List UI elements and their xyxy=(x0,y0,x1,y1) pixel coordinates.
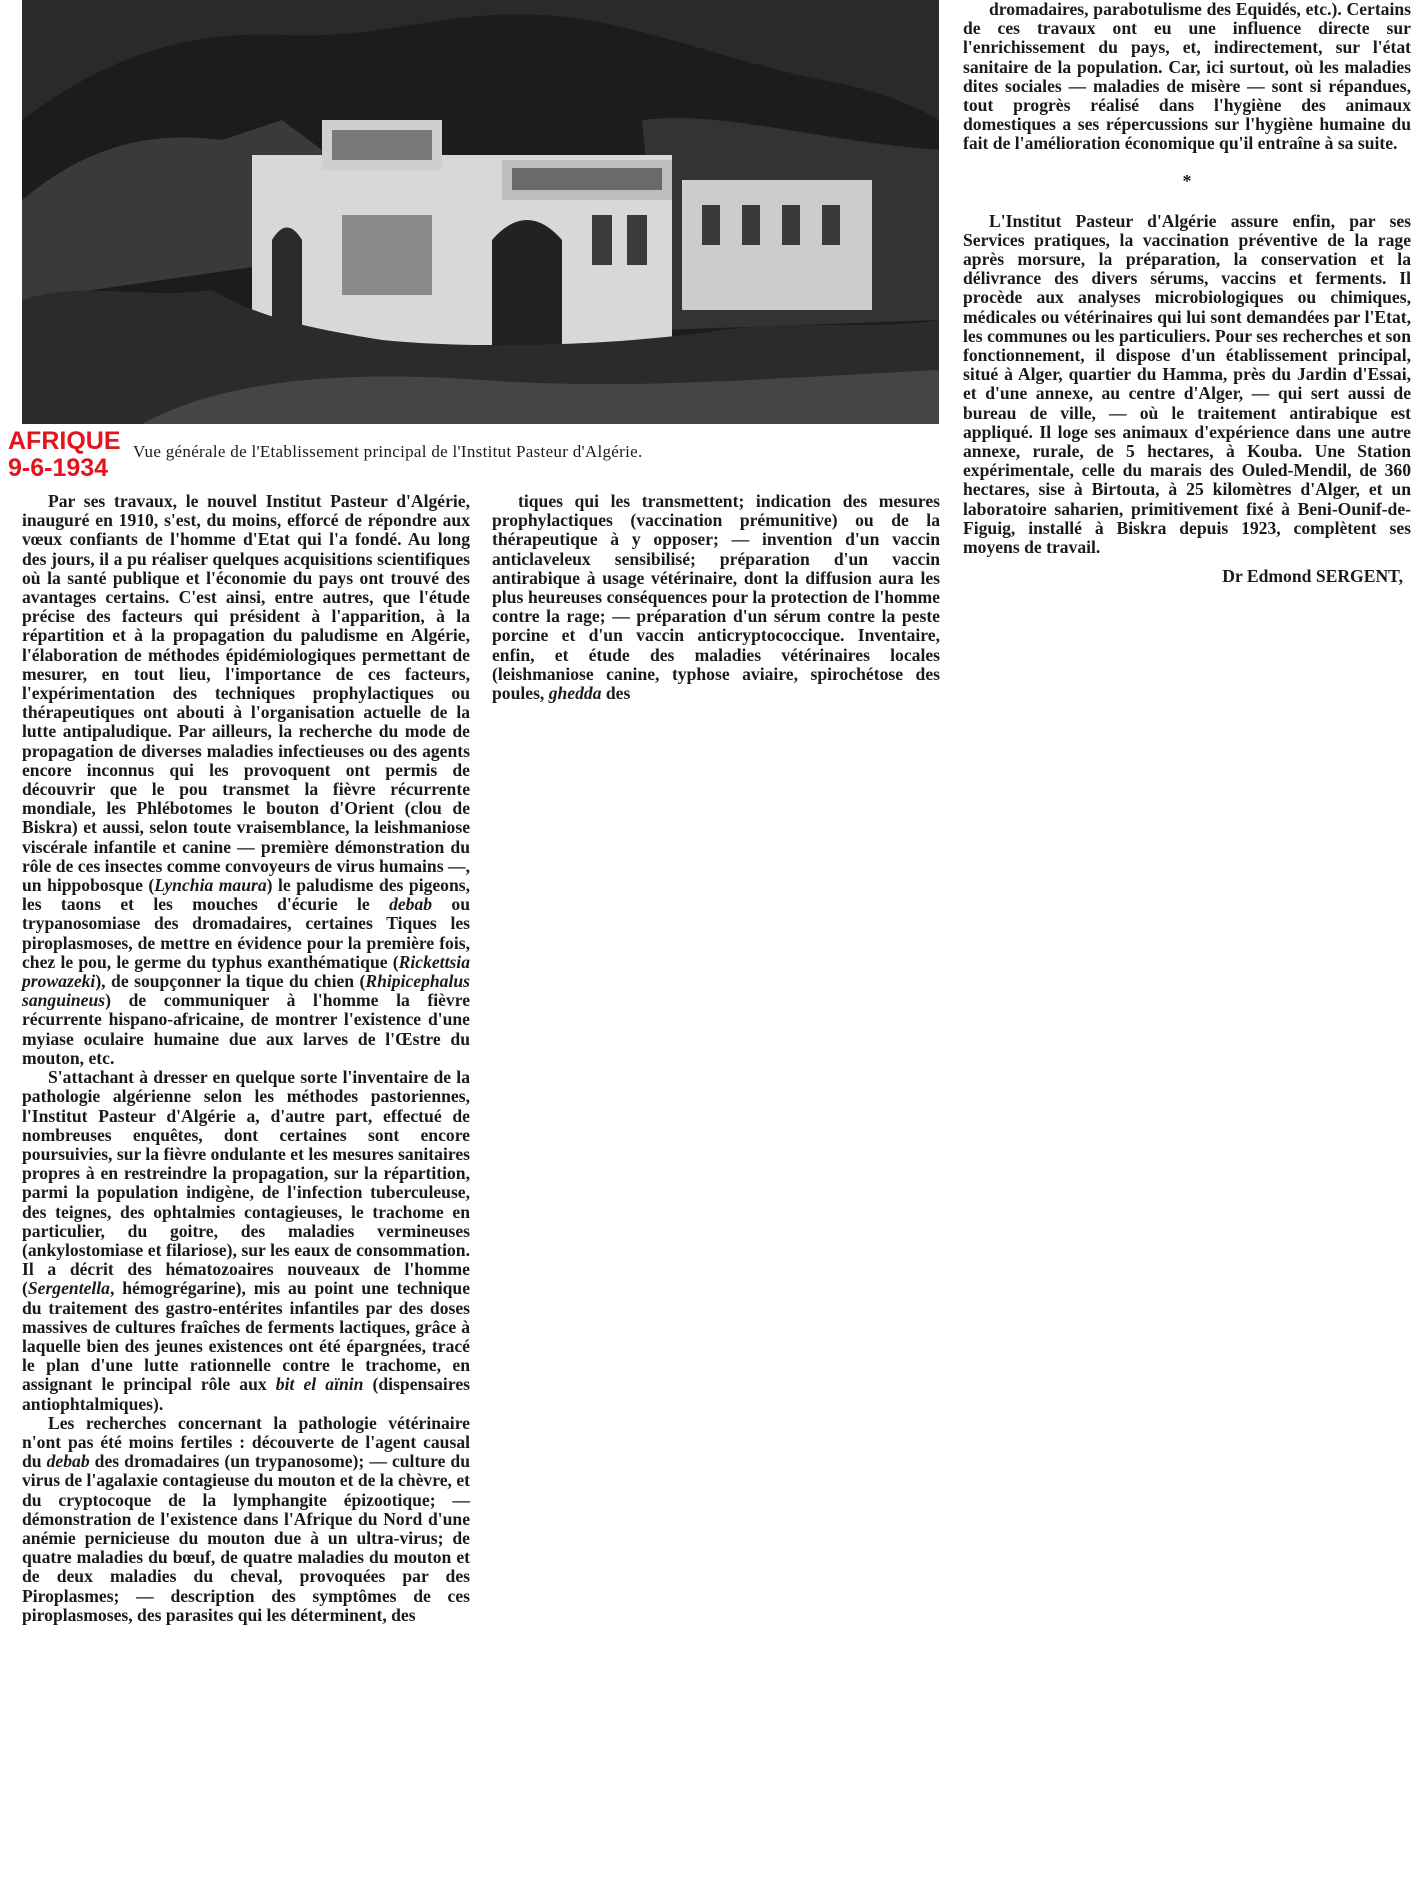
col2-body xyxy=(492,492,940,703)
italic-term: Sergentella xyxy=(27,1278,110,1299)
paragraph xyxy=(492,492,940,703)
italic-term: Lynchia maura xyxy=(154,875,267,896)
text-run: tiques qui les transmettent; indication des mesures prophylactiques (vaccination prémunitive) ou de la thérapeutique à y opposer; — invention d'un vaccin anticlaveleux sensibilisé; préparation d'un vaccin antirabique à usage vétérinaire, dont la diffusion aura les plus heureuses conséquences pour la protection de l'homme contre la rage; — préparation d'un sérum contre la peste porcine et d'un vaccin anticryptococcique. Inventaire, enfin, et étude des maladies vétérinaires locales (leishmaniose canine, typhose aviaire, spirochétose des poules, xyxy=(492,491,940,704)
text-run: Par ses travaux, le nouvel Institut Pasteur d'Algérie, inauguré en 1910, s'est, du moins, efforcé de répondre aux vœux confiants de l'homme d'Etat qui l'a fondé. Au long des jours, il a pu réaliser quelques acquisitions scientifiques où la santé publique et l'économie du pays ont trouvé des avantages certains. C'est ainsi, entre autres, que l'étude précise des facteurs qui président à l'apparition, à la répartition et à la propagation du paludisme en Algérie, l'élaboration de méthodes épidémiologiques permettant de mesurer, en tout lieu, l'importance de ces facteurs, l'expérimentation des techniques prophylactiques ou thérapeutiques ont abouti à l'organisation actuelle de la lutte antipaludique. Par ailleurs, la recherche du mode de propagation de diverses maladies infectieuses ou des agents encore inconnus qui les provoquent ont permis de découvrir que le pou transmet la fièvre récurrente mondiale, les Phlébotomes le bouton d'Orient (clou de Biskra) et aussi, selon toute vraisemblance, la leishmaniose viscérale infantile et canine — première démonstration du rôle de ces insectes comme convoyeurs de virus humains —, un hippobosque ( xyxy=(22,491,470,896)
paragraph xyxy=(22,1068,470,1414)
author-signature: Dr Edmond SERGENT, xyxy=(1222,566,1403,587)
paragraph xyxy=(22,1414,470,1625)
text-run: ) le paludisme des pigeons, les taons et les mouches d'écurie le xyxy=(22,875,471,915)
article-column-3 xyxy=(963,0,1411,586)
text-run: , hémogrégarine), mis au point une technique du traitement des gastro-entérites infantiles par des doses massives de cultures fraîches de ferments lactiques, grâce à laquelle bien des jeunes existences ont été épargnées, tracé le plan d'une lutte rationnelle contre le trachome, en assignant le principal rôle aux xyxy=(22,1278,470,1395)
stamp-region: AFRIQUE xyxy=(8,427,121,455)
col1-body xyxy=(22,492,470,1625)
text-run: dromadaires, parabotulisme des Equidés, etc.). Certains de ces travaux ont eu une influence directe sur l'enrichissement du pays, et, indirectement, sur l'état sanitaire de la population. Car, ici surtout, où les maladies dites sociales — maladies de misère — sont si répandues, tout progrès réalisé dans l'hygiène des animaux domestiques a ses répercussions sur l'hygiène humaine du fait de l'amélioration économique qu'il entraîne à sa suite. xyxy=(963,0,1411,154)
text-run: S'attachant à dresser en quelque sorte l'inventaire de la pathologie algérienne selon les méthodes pastoriennes, l'Institut Pasteur d'Algérie a, d'autre part, effectué de nombreuses enquêtes, dont certaines sont encore poursuivies, sur la fièvre ondulante et les mesures sanitaires propres à en restreindre la propagation, sur la répartition, parmi la population indigène, de l'infection tuberculeuse, des teignes, des ophtalmies contagieuses, le trachome en particulier, du goitre, des maladies vermineuses (ankylostomiase et filariose), sur les eaux de consommation. Il a décrit des hématozoaires nouveaux de l'homme ( xyxy=(22,1067,470,1299)
article-column-2 xyxy=(492,492,940,703)
paragraph xyxy=(963,212,1411,558)
text-run: (dispensaires antiophtalmiques). xyxy=(22,1374,470,1414)
text-run: ou trypanosomiase des dromadaires, certaines Tiques les piroplasmoses, de mettre en évidence pour la première fois, chez le pou, le germe du typhus exanthématique ( xyxy=(22,894,470,972)
text-run: des xyxy=(601,683,631,704)
italic-term: ghedda xyxy=(548,683,602,704)
section-asterism: * xyxy=(1182,170,1192,191)
text-run: L'Institut Pasteur d'Algérie assure enfin, par ses Services pratiques, la vaccination préventive de la rage après morsure, la préparation, la conservation et la délivrance des divers sérums, vaccins et ferments. Il procède aux analyses microbiologiques ou chimiques, médicales ou vétérinaires qui lui sont demandées par l'Etat, les communes ou les particuliers. Pour ses recherches et son fonctionnement, il dispose d'un établissement principal, situé à Alger, quartier du Hamma, près du Jardin d'Essai, et d'une annexe, au centre d'Alger, — qui sert aussi de bureau de ville, — où le traitement antirabique est appliqué. Il loge ses animaux d'expérience dans une autre annexe, rurale, de 5 hectares, à Kouba. Une Station expérimentale, celle du marais des Ouled-Mendil, de 360 hectares, sise à Birtouta, à 25 kilomètres d'Alger, et un laboratoire saharien, primitivement fixé à Beni-Ounif-de-Figuig, installé à Biskra depuis 1923, complètent ses moyens de travail. xyxy=(963,210,1411,558)
italic-term: debab xyxy=(46,1451,90,1472)
date-stamp xyxy=(8,428,121,482)
photo-caption: Vue générale de l'Etablissement principal de l'Institut Pasteur d'Algérie. xyxy=(133,442,643,461)
institute-photo xyxy=(22,0,939,424)
col3-top-body xyxy=(963,0,1411,154)
building-illustration xyxy=(22,0,939,424)
italic-term: Rhipicephalus sanguineus xyxy=(22,971,470,1011)
stamp-date: 9-6-1934 xyxy=(8,454,109,482)
text-run: ) de communiquer à l'homme la fièvre récurrente hispano-africaine, de montrer l'existence d'une myiase oculaire humaine due aux larves de l'Œstre du mouton, etc. xyxy=(22,990,470,1068)
text-run: Les recherches concernant la pathologie vétérinaire n'ont pas été moins fertiles : découverte de l'agent causal du xyxy=(22,1412,470,1472)
italic-term: Rickettsia prowazeki xyxy=(22,951,470,992)
text-run: des dromadaires (un trypanosome); — culture du virus de l'agalaxie contagieuse du mouton et de la chèvre, et du cryptocoque de la lymphangite épizootique; — démonstration de l'existence dans l'Afrique du Nord d'une anémie pernicieuse du mouton due à un ultra-virus; de quatre maladies du bœuf, de quatre maladies du mouton et de deux maladies du cheval, provoquées par des Piroplasmes; — description des symptômes de ces piroplasmoses, des parasites qui les déterminent, des xyxy=(22,1451,471,1625)
paragraph xyxy=(22,492,470,1068)
article-column-1 xyxy=(22,492,470,1625)
italic-term: bit el aïnin xyxy=(275,1374,364,1395)
col3-bottom-body xyxy=(963,212,1411,558)
text-run: ), de soupçonner la tique du chien ( xyxy=(95,971,366,992)
italic-term: debab xyxy=(389,894,433,915)
paragraph xyxy=(963,0,1411,154)
